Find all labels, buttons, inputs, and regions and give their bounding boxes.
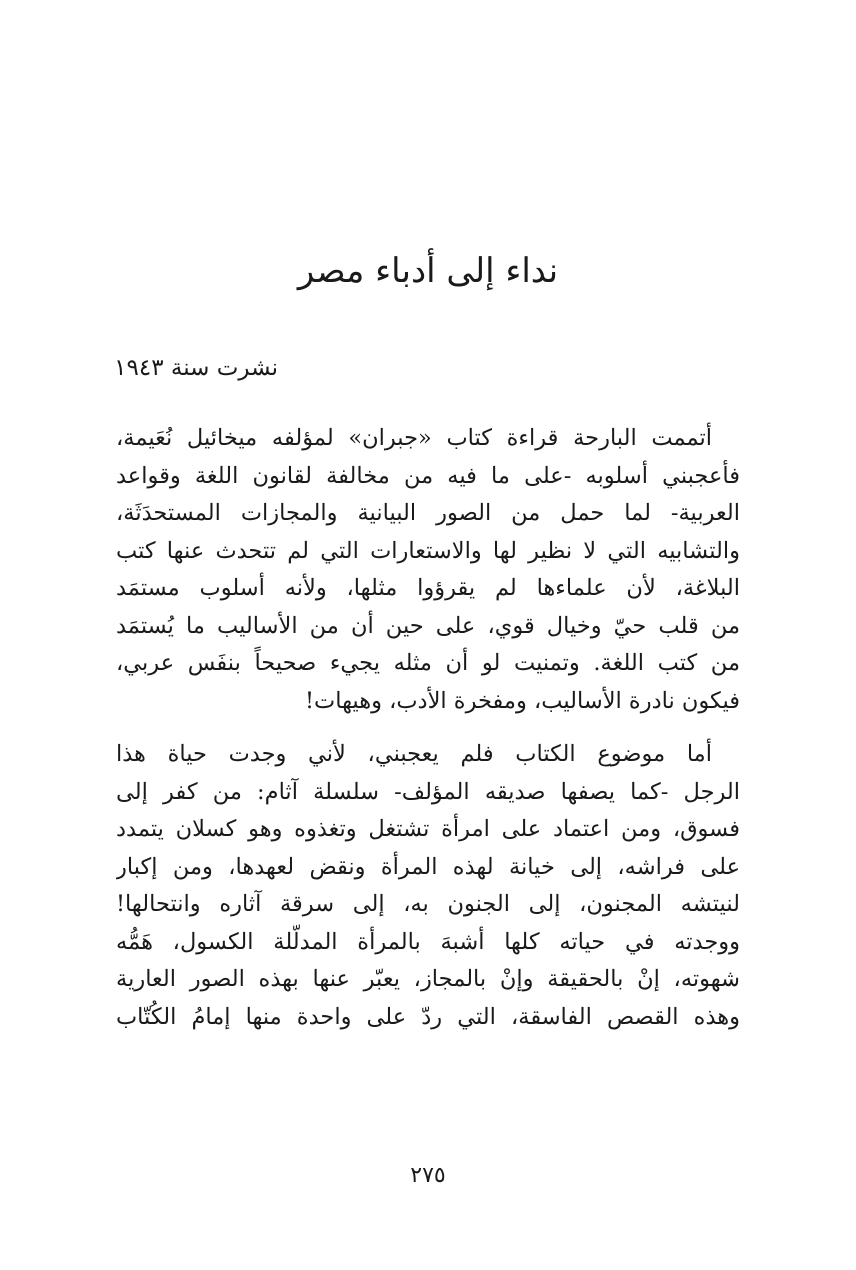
text-line: البلاغة، لأن علماءها لم يقرؤوا مثلها، ولأنه أسلوب مستمَد [116,575,740,601]
text-line: أتممت البارحة قراءة كتاب «جبران» لمؤلفه ميخائيل نُعَيمة، [116,425,712,451]
text-line: من قلب حيّ وخيال قوي، على حين أن من الأساليب ما يُستمَد [116,612,740,639]
publication-date: نشرت سنة ١٩٤٣ [114,355,278,381]
chapter-title: نداء إلى أدباء مصر [297,251,559,291]
text-line: شهوته، إنْ بالحقيقة وإنْ بالمجاز، يعبّر عنها بهذه الصور العارية [116,966,740,992]
text-line: العربية- لما حمل من الصور البيانية والمجازات المستحدَثَة، [116,500,740,526]
paragraph [116,736,740,1036]
text-line: فسوق، ومن اعتماد على امرأة تشتغل وتغذوه وهو كسلان يتمدد [116,816,740,842]
text-line: فأعجبني أسلوبه -على ما فيه من مخالفة لقانون اللغة وقواعد [116,462,740,489]
text-line: على فراشه، إلى خيانة لهذه المرأة ونقض لعهدها، ومن إكبار [116,853,740,880]
paragraph [116,420,740,720]
body-text [116,420,740,1052]
text-line: أما موضوع الكتاب فلم يعجبني، لأني وجدت حياة هذا [116,741,712,767]
text-line: من كتب اللغة. وتمنيت لو أن مثله يجيء صحيحاً بنفَس عربي، [116,650,740,676]
text-line: ووجدته في حياته كلها أشبهَ بالمرأة المدلَّلة الكسول، هَمُّه [116,928,740,955]
text-line: لنيتشه المجنون، إلى الجنون به، إلى سرقة آثاره وانتحالها! [116,891,740,917]
text-line: وهذه القصص الفاسقة، التي ردّ على واحدة منها إمامُ الكُتّاب [116,1003,740,1030]
text-line: الرجل -كما يصفها صديقه المؤلف- سلسلة آثام: من كفر إلى [116,778,740,805]
page-number: ٢٧٥ [410,1163,446,1188]
text-line: والتشابيه التي لا نظير لها والاستعارات التي لم تتحدث عنها كتب [116,537,740,564]
text-line: فيكون نادرة الأساليب، ومفخرة الأدب، وهيهات! [304,687,740,714]
